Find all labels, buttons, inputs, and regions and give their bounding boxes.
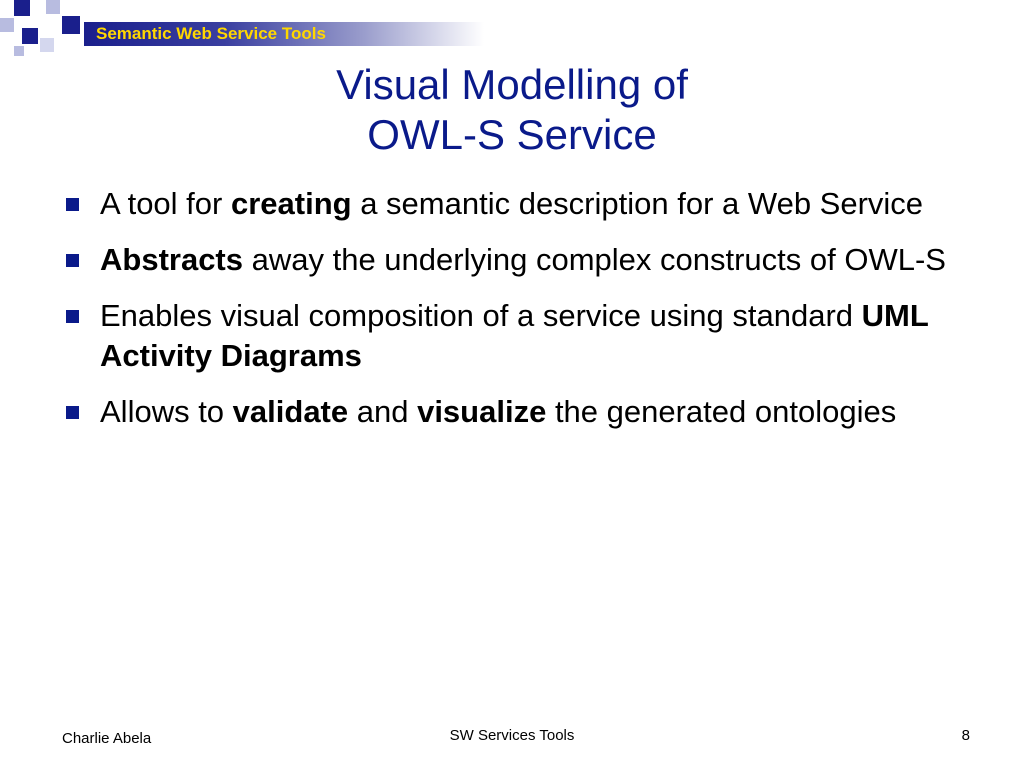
decor-square-3 — [62, 16, 80, 34]
slide-title-line2: OWL-S Service — [367, 111, 657, 158]
bullet-text: Enables visual composition of a service using standard — [100, 298, 862, 333]
bullet-item — [62, 392, 962, 432]
bullet-text: A tool for — [100, 186, 231, 221]
bullet-item — [62, 240, 962, 280]
page-number: 8 — [961, 727, 970, 744]
bullet-square-icon — [66, 406, 79, 419]
bullet-emphasis: creating — [230, 186, 352, 221]
bullet-text: a semantic description for a Web Service — [351, 186, 924, 221]
footer-center-text: SW Services Tools — [449, 727, 575, 744]
bullet-text: Allows to — [100, 394, 233, 429]
section-title: Semantic Web Service Tools — [96, 24, 326, 43]
bullet-square-icon — [66, 310, 79, 323]
decor-square-5 — [22, 28, 38, 44]
bullet-emphasis: UML Activity Diagrams — [100, 298, 929, 373]
bullet-emphasis: Abstracts — [100, 242, 243, 277]
decor-square-6 — [40, 38, 54, 52]
footer-author: Charlie Abela — [62, 730, 152, 747]
bullet-text: the generated ontologies — [546, 394, 897, 429]
slide-title-line1: Visual Modelling of — [336, 61, 688, 108]
bullet-list — [62, 184, 962, 448]
bullet-square-icon — [66, 198, 79, 211]
bullet-square-icon — [66, 254, 79, 267]
decor-square-7 — [14, 46, 24, 56]
bullet-emphasis: visualize — [417, 394, 547, 429]
decor-square-1 — [14, 0, 30, 16]
decor-square-4 — [0, 18, 14, 32]
slide-title — [0, 60, 1024, 160]
bullet-text: away the underlying complex constructs of OWL-S — [243, 242, 946, 277]
bullet-text: and — [348, 394, 418, 429]
decor-square-2 — [46, 0, 60, 14]
bullet-item — [62, 296, 962, 376]
bullet-emphasis: validate — [232, 394, 349, 429]
bullet-item — [62, 184, 962, 224]
